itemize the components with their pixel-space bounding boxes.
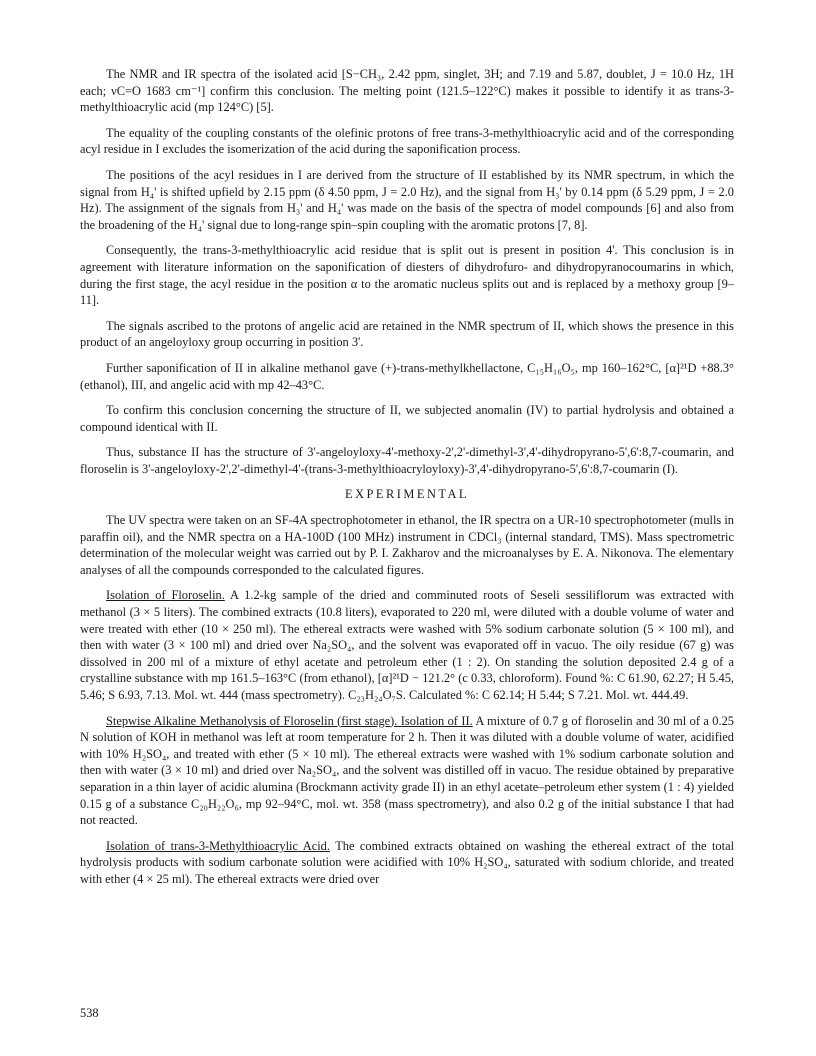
section-text: A mixture of 0.7 g of floroselin and 30 ml of a 0.25 N solution of KOH in methanol was left at room temperature for 2 h. Then it was diluted with a double volume of water, acidified with 10% H₂SO₄, and treated with ether (5 × 10 ml). The ethereal extracts were washed with 1% sodium carbonate solution and then with water (3 × 10 ml) and dried over Na₂SO₄, and the solvent was distilled off in vacuo. The residue obtained by preparative separation in a thin layer of acidic alumina (Brockmann activity grade II) in an ethyl acetate–petroleum ether system (1 : 4) yielded 0.15 g of a substance C₂₀H₂₂O₆, mp 92–94°C, mol. wt. 358 (mass spectrometry), and also 0.2 g of the initial substance I that had not reacted. bbox=[80, 713, 734, 828]
paragraph: Thus, substance II has the structure of 3'-angeloyloxy-4'-methoxy-2',2'-dimethyl-3',4'-dihydropyrano-5',6':8,7-coumarin, and floroselin is 3'-angeloyloxy-2',2'-dimethyl-4'-(trans-3-methylthioacryloyloxy)-3',4'-dihydropyrano-5',6':8,7-coumarin (I). bbox=[80, 445, 734, 476]
paragraph: The signals ascribed to the protons of angelic acid are retained in the NMR spectrum of II, which shows the presence in this product of an angeloyloxy group occurring in position 3'. bbox=[80, 318, 734, 350]
experimental-section bbox=[80, 713, 734, 829]
paragraph: The positions of the acyl residues in I are derived from the structure of II established by its NMR spectrum, in which the signal from H₄' is shifted upfield by 2.15 ppm (δ 4.50 ppm, J = 2.0 Hz), and the signal from H₃' by 0.14 ppm (δ 5.29 ppm, J = 2.0 Hz). The assignment of the signals from H₃' and H₄' was made on the basis of the spectra of model compounds [6] and also from the broadening of the H₄' signal due to long-range spin–spin coupling with the aromatic protons [7, 8]. bbox=[80, 167, 734, 232]
page-number: 538 bbox=[80, 1006, 99, 1020]
experimental-section bbox=[80, 838, 734, 888]
section-title: Isolation of trans-3-Methylthioacrylic Acid. bbox=[106, 838, 330, 853]
section-title: Isolation of Floroselin. bbox=[106, 588, 225, 603]
experimental-intro: The UV spectra were taken on an SF-4A spectrophotometer in ethanol, the IR spectra on a UR-10 spectrophotometer (mulls in paraffin oil), and the NMR spectra on a HA-100D (100 MHz) instrument in CDCl₃ (internal standard, TMS). Mass spectrometric determination of the molecular weight was carried out by P. I. Zakharov and the microanalyses by E. A. Nikonova. The elementary analyses of all the compounds corresponded to the calculated figures. bbox=[80, 513, 734, 577]
article-body bbox=[80, 66, 734, 897]
section-title: Stepwise Alkaline Methanolysis of Floroselin (first stage). Isolation of II. bbox=[106, 713, 473, 728]
paragraph: Consequently, the trans-3-methylthioacrylic acid residue that is split out is present in position 4'. This conclusion is in agreement with literature information on the saponification of diesters of dihydrofuro- and dihydropyranocoumarins in which, during the first stage, the acyl residue in the position α to the aromatic nucleus splits out and is replaced by a methoxy group [9–11]. bbox=[80, 243, 734, 308]
paragraph: To confirm this conclusion concerning the structure of II, we subjected anomalin (IV) to partial hydrolysis and obtained a compound identical with II. bbox=[80, 403, 734, 434]
paragraph: The equality of the coupling constants of the olefinic protons of free trans-3-methylthioacrylic acid and of the corresponding acyl residue in I excludes the isomerization of the acid during the saponification process. bbox=[80, 125, 734, 157]
paragraph: The NMR and IR spectra of the isolated acid [S−CH₃, 2.42 ppm, singlet, 3H; and 7.19 and 5.87, doublet, J = 10.0 Hz, 1H each; νC=O 1683 cm⁻¹] confirm this conclusion. The melting point (121.5–122°C) makes it possible to identify it as trans-3-methylthioacrylic acid (mp 124°C) [5]. bbox=[80, 67, 734, 115]
section-heading-experimental: EXPERIMENTAL bbox=[345, 487, 469, 502]
section-text: The combined extracts obtained on washing the ethereal extract of the total hydrolysis products with sodium carbonate solution were acidified with 10% H₂SO₄, saturated with sodium chloride, and treated with ether (4 × 25 ml). The ethereal extracts were dried over bbox=[80, 838, 735, 886]
paragraph: Further saponification of II in alkaline methanol gave (+)-trans-methylkhellactone, C₁₅H₁₆O₅, mp 160–162°C, [α]²¹D +88.3° (ethanol), III, and angelic acid with mp 42–43°C. bbox=[80, 360, 734, 392]
experimental-section bbox=[80, 587, 734, 703]
section-text: A 1.2-kg sample of the dried and comminuted roots of Seseli sessiliflorum was extracted with methanol (3 × 5 liters). The combined extracts (10.8 liters), evaporated to 220 ml, were diluted with a double volume of water and were treated with ether (10 × 250 ml). The ethereal extracts were washed with 5% sodium carbonate solution (5 × 100 ml), and then with water (3 × 100 ml) and dried over Na₂SO₄, and the solvent was evaporated off in vacuo. The oily residue (67 g) was dissolved in 200 ml of a mixture of ethyl acetate and petroleum ether (1 : 2). On standing the solution deposited 2.4 g of a crystalline substance with mp 161.5–163°C (from ethanol), [α]²¹D − 121.2° (c 0.33, chloroform). Found %: C 61.90, 62.27; H 5.45, 5.46; S 6.93, 7.13. Mol. wt. 444 (mass spectrometry). C₂₃H₂₄O₇S. Calculated %: C 62.14; H 5.44; S 7.21. Mol. wt. 444.49. bbox=[80, 588, 734, 702]
